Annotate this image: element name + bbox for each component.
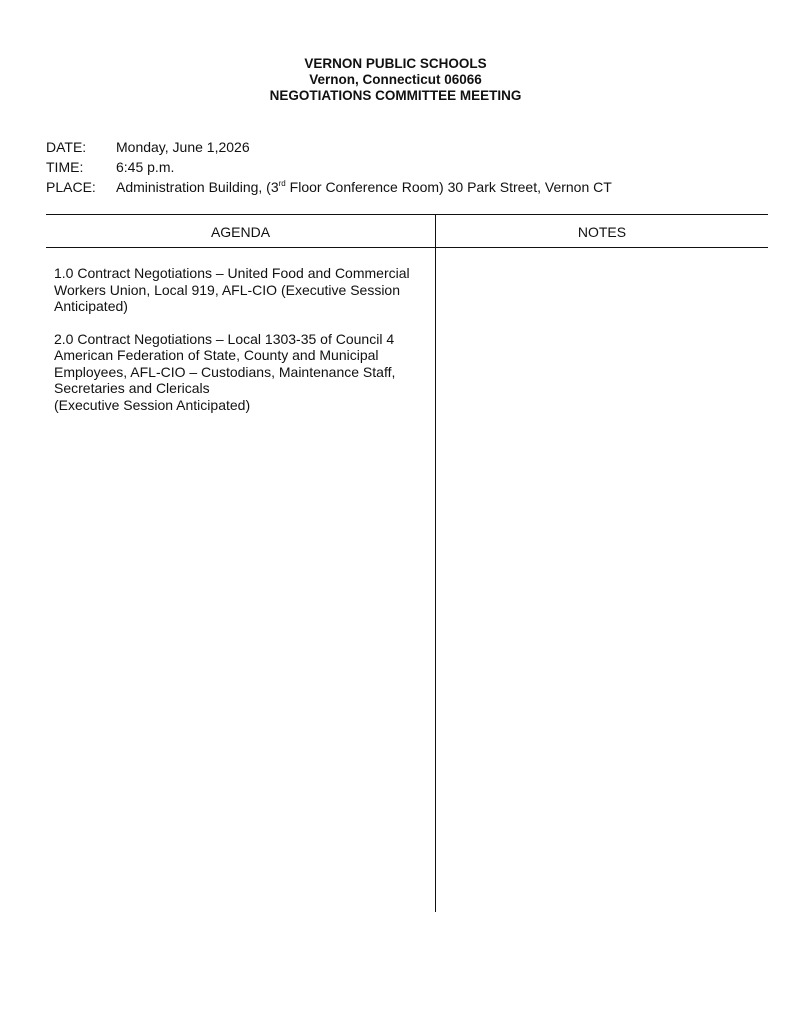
document-header [0,56,791,104]
date-label: DATE: [46,139,87,155]
agenda-item [54,331,434,414]
time-label: TIME: [46,159,84,175]
place-value [116,177,612,197]
agenda-column-header: AGENDA [210,224,271,240]
agenda-item-line: 1.0 Contract Negotiations – United Food and Commercial [54,265,410,281]
time-row [46,157,612,177]
date-value: Monday, June 1,2026 [116,139,250,155]
agenda-item-line: (Executive Session Anticipated) [54,396,251,413]
place-label: PLACE: [46,179,96,195]
table-header-rule [46,247,768,248]
agenda-item-line: Employees, AFL-CIO – Custodians, Maintenance Staff, [54,363,396,380]
time-value: 6:45 p.m. [116,159,175,175]
agenda-list [54,265,434,429]
header-address: Vernon, Connecticut 06066 [309,72,482,87]
place-suffix: Floor Conference Room) 30 Park Street, Vernon CT [285,179,612,195]
agenda-item-line: 2.0 Contract Negotiations – Local 1303-35 of Council 4 [54,330,395,347]
place-row [46,177,612,197]
place-prefix: Administration Building, (3 [116,179,279,195]
agenda-item [54,265,434,315]
date-row [46,137,612,157]
agenda-item-line: Workers Union, Local 919, AFL-CIO (Executive Session [54,281,401,298]
notes-column-header: NOTES [577,224,627,240]
header-organization: VERNON PUBLIC SCHOOLS [304,56,487,71]
agenda-item-line: American Federation of State, County and Municipal [54,347,379,363]
header-meeting-title: NEGOTIATIONS COMMITTEE MEETING [269,88,522,103]
meeting-details [46,137,612,197]
column-divider [435,214,436,912]
place-superscript: rd [278,179,286,188]
agenda-item-line: Secretaries and Clericals [54,380,210,396]
agenda-item-line: Anticipated) [54,298,128,314]
table-top-rule [46,214,768,215]
